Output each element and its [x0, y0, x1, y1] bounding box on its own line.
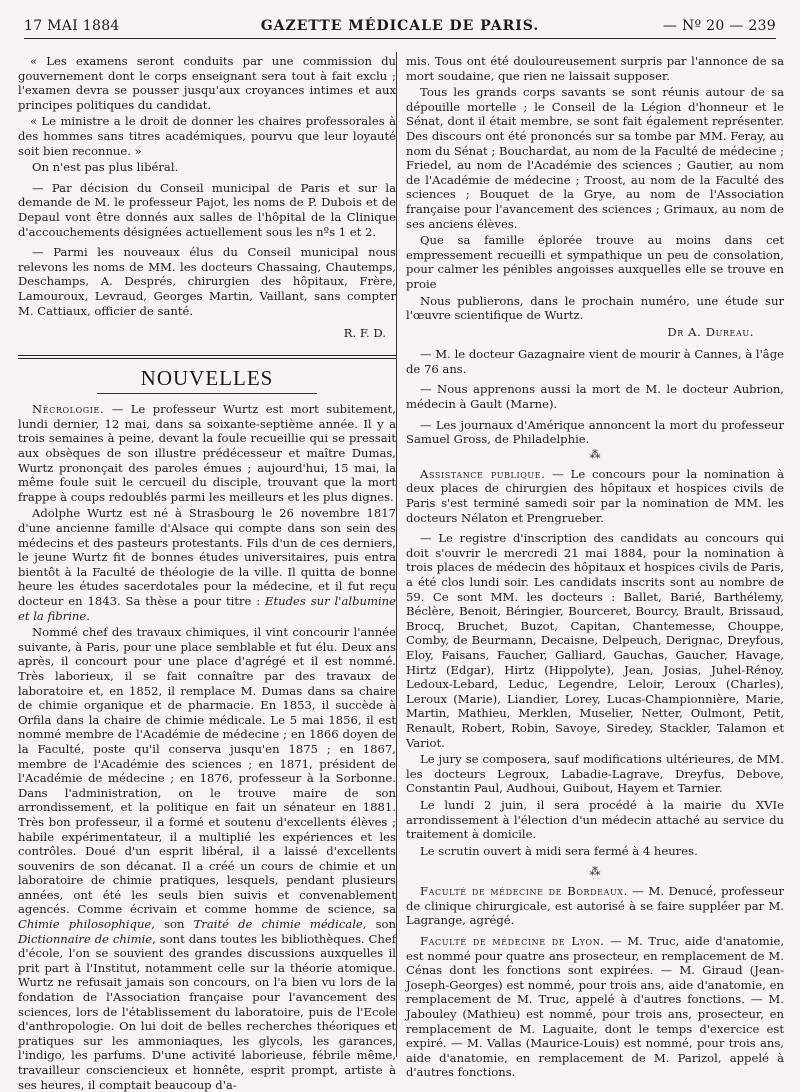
bordeaux-paragraph: Faculté de médecine de Bordeaux. — M. Denucé, professeur de clinique chirurgicale, est autorisé à se faire suppléer par M. Lagrange, agrégé.	[406, 884, 784, 928]
lyon-paragraph: Faculté de médecine de Lyon. — M. Truc, aide d'anatomie, est nommé pour quatre ans prosecteur, en remplacement de M. Cénas dont les fonctions sont expirées. — M. Giraud (Jean-Joseph-Georges) est nommé, pour trois ans, aide d'anatomie, en remplacement de M. Truc, appelé à d'autres fonctions. — M. Jabouley (Mathieu) est nommé, pour trois ans, prosecteur, en remplacement de M. Laguaite, dont le temps d'exercice est expiré. — M. Vallas (Maurice-Louis) est nommé, pour trois ans, aide d'anatomie, en remplacement de M. Parizol, appelé à d'autres fonctions.	[406, 934, 785, 1080]
page-header	[24, 14, 776, 39]
left-column	[18, 54, 396, 1092]
assistance-paragraph: Assistance publique. — Le concours pour la nomination à deux places de chirurgien des hôpitaux et hospices civils de Paris s'est terminé samedi soir par la nomination de MM. les docteurs Nélaton et Prengrueber.	[406, 466, 784, 525]
signature: R. F. D.	[343, 326, 386, 341]
news-item-gross: — Les journaux d'Amérique annoncent la mort du professeur Samuel Gross, de Philadelphie.	[406, 417, 784, 447]
header-journal-title: GAZETTE MÉDICALE DE PARIS.	[260, 18, 540, 34]
registry-paragraph: — Le registre d'inscription des candidats au concours qui doit s'ouvrir le mercredi 21 mai 1884, pour la nomination à trois places de médecin des hôpitaux et hospices civils de Paris, a été clos lundi soir. Les candidats inscrits sont au nombre de 59. Ce sont MM. les docteurs : Ballet, Barié, Barthélemy, Béclère, Benoit, Béringier, Bourceret, Bourcy, Brault, Brissaud, Brocq, Bruchet, Buzot, Capitan, Chantemesse, Chouppe, Comby, de Beurmann, Decaisne, Delpeuch, Derignac, Dreyfous, Eloy, Faisans, Faucher, Galliard, Gauchas, Gaucher, Havage, Hirtz (Edgar), Hirtz (Hippolyte), Jean, Josias, Juhel-Rénoy, Ledoux-Lebard, Leduc, Legendre, Leloir, Leroux (Charles), Leroux (Marie), Liandier, Lorey, Lucas-Championnière, Marie, Martin, Mathieu, Merklen, Muselier, Netter, Oulmont, Petit, Renault, Robert, Robin, Savoye, Siredey, Stackler, Talamon et Variot.	[406, 531, 784, 750]
jury-paragraph: Le jury se composera, sauf modifications ultérieures, de MM. les docteurs Legroux, Labadie-Lagrave, Dreyfus, Debove, Constantin Paul, Audhoui, Guibout, Hayem et Tarnier.	[406, 752, 784, 796]
quoted-regulation	[18, 54, 396, 158]
thesis-title: Etudes sur l'albumine et la fibrine.	[18, 594, 396, 623]
header-date: 17 MAI 1884	[24, 18, 120, 34]
news-item-aubrion: — Nous apprenons aussi la mort de M. le docteur Aubrion, médecin à Gault (Marne).	[406, 382, 784, 412]
bordeaux-label: Faculté de médecine de Bordeaux.	[420, 884, 628, 899]
necrology-label: Nécrologie.	[32, 402, 105, 417]
election-paragraph: Le lundi 2 juin, il sera procédé à la mairie du XVIe arrondissement à l'élection d'un médecin attaché au service du traitement à domicile.	[406, 797, 784, 842]
funeral-paragraph: Tous les grands corps savants se sont réunis autour de sa dépouille mortelle ; le Conseil de la Légion d'honneur et le Sénat, dont il était membre, se sont fait également représenter. Des discours ont été prononcés sur sa tombe par MM. Feray, au nom du Sénat ; Bouchardat, au nom de la Faculté de médecine ; Friedel, au nom de l'Académie des sciences ; Gautier, au nom de l'Académie de médecine ; Troost, au nom de la Faculté des sciences ; Bouquet de la Grye, au nom de l'Association française pour l'avancement des sciences ; Grimaux, au nom de ses anciens élèves.	[406, 85, 784, 231]
right-column	[406, 54, 785, 1080]
section-rule	[18, 355, 396, 359]
career-paragraph: Nommé chef des travaux chimiques, il vint concourir l'année suivante, à Paris, pour une place semblable et fut élu. Deux ans après, il concourt pour une place d'agrégé et il est nommé. Très laborieux, il se fait connaître par des travaux de laboratoire et, en 1852, il remplace M. Dumas dans sa chaire de chimie organique et de pharmacie. En 1853, il succède à Orfila dans la chaire de chimie médicale. Le 5 mai 1856, il est nommé membre de l'Académie de médecine ; en 1866 doyen de la Faculté, poste qu'il conserva jusqu'en 1875 ; en 1867, membre de l'Académie des sciences ; en 1871, président de l'Académie de médecine ; en 1876, professeur à la Sorbonne. Dans l'administration, on le trouve maire de son arrondissement, et la politique en fait un sénateur en 1881. Très bon professeur, il a formé et soutenu d'excellents élèves ; habile expérimentateur, il a multiplié les expériences et les contrôles. Doué d'un esprit libéral, il a laissé d'excellents souvenirs de son décanat. Il a créé un cours de chimie et un laboratoire de chimie pratiques, lesquels, pendant plusieurs années, ont été les seuls bien suivis et convenablement agencés. Comme écrivain et comme homme de science, sa Chimie philosophique, son Traité de chimie médicale, son Dictionnaire de chimie, sont dans toutes les bibliothèques. Chef d'école, l'on se souvient des grandes discussions auxquelles il prit part à l'Institut, notamment celle sur la théorie atomique. Wurtz ne refusait jamais son concours, on l'a bien vu lors de la fondation de l'Association française pour l'avancement des sciences, lors de l'établissement du laboratoire, puis de l'Ecole d'anthropologie. On lui doit de belles recherches théoriques et pratiques sur les ammoniaques, les glycols, les garances, l'indigo, les parfums. D'une activité laborieuse, fébrile même, travailleur consciencieux et honnête, esprit prompt, artiste à ses heures, il comptait beaucoup d'a-	[18, 625, 396, 1092]
title-underline	[97, 393, 317, 394]
lyon-label: Faculté de médecine de Lyon.	[420, 934, 605, 949]
asterism-separator: ⁂	[589, 865, 601, 879]
biography-paragraph: Adolphe Wurtz est né à Strasbourg le 26 novembre 1817 d'une ancienne famille d'Alsace qui compte dans son sein des médecins et des pasteurs protestants. Fils d'un de ces derniers, le jeune Wurtz fit de bonnes études universitaires, puis entra bientôt à la Faculté de théologie de la ville. Il quitta de bonne heure les études sacerdotales pour la médecine, et il fut reçu docteur en 1843. Sa thèse a pour titre : Etudes sur l'albumine et la fibrine.	[18, 506, 396, 623]
publish-notice: Nous publierons, dans le prochain numéro, une étude sur l'œuvre scientifique de Wurtz.	[406, 293, 784, 323]
assistance-label: Assistance publique.	[420, 466, 546, 481]
news-item-pajot: — Par décision du Conseil municipal de Paris et sur la demande de M. le professeur Pajot, les noms de P. Dubois et de Depaul vont être donnés aux salles de l'hôpital de la Clinique d'accouchements désignées actuellement sous les nºs 1 et 2.	[18, 180, 396, 239]
signature: Dr A. Dureau.	[667, 324, 754, 339]
ballot-paragraph: Le scrutin ouvert à midi sera fermé à 4 heures.	[420, 843, 698, 858]
necrology-paragraph: Nécrologie. — Le professeur Wurtz est mort subitement, lundi dernier, 12 mai, dans sa soixante-septième année. Il y a trois semaines à peine, devant la foule recueillie qui se pressait aux obsèques de son illustre prédécesseur et maître Dumas, Wurtz prononçait des paroles émues ; aujourd'hui, 15 mai, la même foule suit le cercueil du disciple, trouvant que la mort frappe à coups redoublés parmi les meilleurs et les plus dignes.	[18, 402, 396, 504]
news-item-elected: — Parmi les nouveaux élus du Conseil municipal nous relevons les noms de MM. les docteurs Chassaing, Chautemps, Deschamps, A. Després, chirurgien des hôpitaux, Frère, Lamouroux, Levraud, Georges Martin, Vaillant, sans compter M. Cattiaux, officier de santé.	[18, 245, 396, 318]
family-paragraph: Que sa famille éplorée trouve au moins dans cet empressement recueilli et sympathique un peu de consolation, pour calmer les pénibles angoisses auxquelles elle se trouve en proie	[406, 233, 784, 291]
header-issue-page: — Nº 20 — 239	[662, 18, 776, 34]
section-title: NOUVELLES	[140, 365, 274, 390]
asterism-separator: ⁂	[589, 447, 601, 461]
quote-paragraph: « Les examens seront conduits par une commission du gouvernement dont le corps enseignant sera tout à fait exclu ; l'examen devra se pousser jusqu'aux croyances intimes et aux principes politiques du candidat.	[18, 54, 396, 112]
quote-paragraph: « Le ministre a le droit de donner les chaires professorales à des hommes sans titres académiques, pourvu que leur loyauté soit bien reconnue. »	[18, 114, 396, 158]
remark: On n'est pas plus libéral.	[32, 160, 179, 175]
continued-text: mis. Tous ont été douloureusement surpris par l'annonce de sa mort soudaine, que rien ne laissait supposer.	[406, 54, 784, 83]
column-divider	[396, 52, 397, 1057]
news-item-gazagnaire: — M. le docteur Gazagnaire vient de mourir à Cannes, à l'âge de 76 ans.	[406, 347, 784, 376]
